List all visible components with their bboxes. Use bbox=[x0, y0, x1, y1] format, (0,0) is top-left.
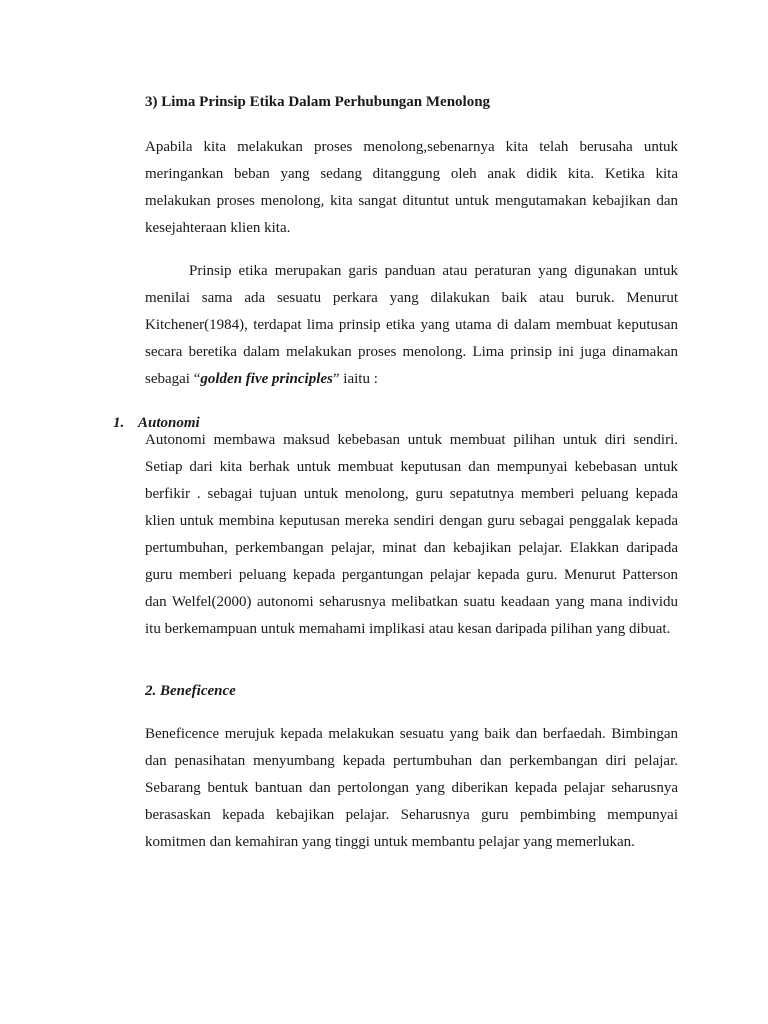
principles-text: Prinsip etika merupakan garis panduan atau peraturan yang digunakan untuk menilai sama ada sesuatu perkara yang dilakukan baik atau buruk. Menurut Kitchener(1984), terdapat lima prinsip etika yang utama di dalam membuat keputusan secara beretika dalam melakukan proses menolong. Lima prinsip ini juga dinamakan sebagai “ bbox=[145, 263, 678, 387]
autonomi-number: 1. bbox=[113, 415, 125, 431]
beneficence-title: 2. Beneficence bbox=[145, 683, 236, 699]
intro-paragraph: Apabila kita melakukan proses menolong,sebenarnya kita telah berusaha untuk meringankan beban yang sedang ditanggung oleh anak didik kita. Ketika kita melakukan proses menolong, kita sangat dituntut untuk mengutamakan kebajikan dan kesejahteraan klien kita. bbox=[145, 139, 678, 236]
principles-paragraph bbox=[145, 258, 678, 393]
autonomi-paragraph: Autonomi membawa maksud kebebasan untuk membuat pilihan untuk diri sendiri. Setiap dari kita berhak untuk membuat keputusan dan mempunyai kebebasan untuk berfikir . sebagai tujuan untuk menolong, guru sepatutnya memberi peluang kepada klien untuk membina keputusan mereka sendiri dengan guru sebagai penggalak kepada pertumbuhan, perkembangan pelajar, minat dan kebajikan pelajar. Elakkan daripada guru memberi peluang kepada pergantungan pelajar kepada guru. Menurut Patterson dan Welfel(2000) autonomi seharusnya melibatkan suatu keadaan yang mana individu itu berkemampuan untuk memahami implikasi atau kesan daripada pilihan yang dibuat. bbox=[145, 432, 678, 637]
golden-five-principles-emphasis: golden five principles bbox=[200, 371, 333, 387]
autonomi-title: Autonomi bbox=[138, 415, 200, 431]
section-heading: 3) Lima Prinsip Etika Dalam Perhubungan Menolong bbox=[145, 94, 491, 110]
principles-text-end: ” iaitu : bbox=[332, 371, 378, 387]
beneficence-paragraph: Beneficence merujuk kepada melakukan sesuatu yang baik dan berfaedah. Bimbingan dan penasihatan menyumbang kepada pertumbuhan dan perkembangan diri pelajar. Sebarang bentuk bantuan dan pertolongan yang diberikan kepada pelajar seharusnya berasaskan kepada kebajikan pelajar. Seharusnya guru pembimbing mempunyai komitmen dan kemahiran yang tinggi untuk membantu pelajar yang memerlukan. bbox=[145, 726, 678, 850]
